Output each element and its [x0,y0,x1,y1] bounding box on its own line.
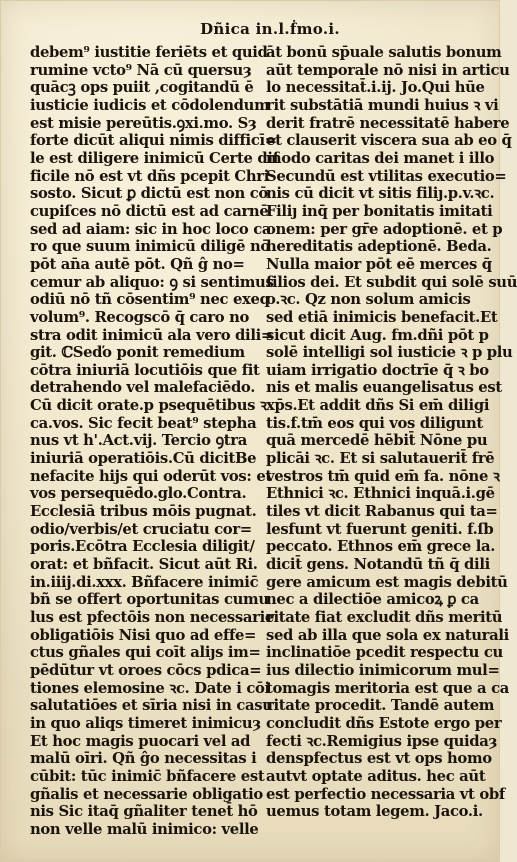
text-line: ctus gñales qui coīt aliȷs im= [30,644,261,662]
text-line: lesfunt vt fuerunt geniti. f.ſb [266,520,494,538]
text-line: onem: per gr̄e adoptionē. et p [266,220,503,238]
text-line: āt bonū sp̄uale salutis bonum [266,44,502,61]
text-line: git. ℂSeďo ponit remedium [30,344,245,362]
text-line: volum⁹. Recogscō q̄ caro no [30,308,250,326]
text-line: non velle malū inimico: velle [30,820,259,838]
text-line: bñ se offert oportunitas cumu [30,591,269,609]
text-line: cōtra iniuriā locutiōis que fit [30,361,260,379]
text-line: lo necessitat̄.i.ij. Jo.Qui hūe [266,79,485,97]
text-line: modo caritas dei manet i illo [266,149,495,167]
text-line: denspfectus est vt ops homo [266,750,492,768]
text-line: iniuriā operatiōis.Cū dicitBe [30,450,257,468]
text-line: sosto. Sicut ꝑ dictū est non cō [30,185,268,203]
text-line: solē intelligi sol iusticie ꝛ p plu [266,344,513,362]
text-line: forte dicūt aliqui nimis difficī= [30,132,277,150]
text-line: odio/verbis/et cruciatu cor= [30,520,252,538]
text-line: xp̄s.Et addit dñs Si em̄ diligi [266,397,490,415]
text-line: fecti ꝛc.Remigius ipse quidaȝ [266,732,498,750]
text-line: nus vt h'.Act.vij. Tercio ꝯtra [30,432,247,450]
text-line: tomagis meritoria est que a ca [266,679,509,697]
text-line: poris.Ecōtra Ecclesia diligit/ [30,538,255,556]
text-line: odiū nō tñ cōsentim⁹ nec exeq [30,291,270,309]
text-line: tiones elemosine ꝛc. Date i cōi [30,679,270,697]
text-line: malū oīri. Qñ ĝo necessitas i [30,750,257,768]
text-line: cemur ab aliquo: ꝯ si sentimus [30,273,274,291]
text-line: peccato. Ethnos em̄ grece la. [266,538,496,556]
text-line: vestros tm̄ quid em̄ fa. nōne ꝛ [266,467,500,485]
text-line: stra odit inimicū ala vero dili= [30,326,273,344]
left-text-column [30,44,279,839]
text-line: Et hoc magis puocari vel ad [30,732,251,750]
text-line: sicut dicit Aug. fm.dñi pōt p [266,326,489,344]
text-line: le est diligere inimicū Certe dif [30,149,279,167]
text-line: nefacite hijs qui oderūt vos: et [30,467,272,485]
text-line: cūbit: tūc inimic̄ bñfacere est [30,767,265,785]
text-line: ritate fiat excludit dñs meritū [266,609,503,626]
text-line: filios dei. Et subdit qui solē suū [266,273,517,291]
text-line: salutatiōes et sīria nisi in casu [30,697,273,715]
text-line: obligatiōis Nisi quo ad effe= [30,626,257,644]
text-line: ro que suum inimicū diligē nō [30,238,270,256]
text-line: tiles vt dicit Rabanus qui ta= [266,503,498,521]
text-line: ius dilectio inimicorum mul= [266,661,500,679]
text-line: Secundū est vtilitas executio= [266,167,507,185]
text-line: in.iiij.di.xxx. Bñfacere inimic̄ [30,573,259,591]
text-line: ritate procedit. Tandē autem [266,697,495,715]
text-line: nec a dilectiōe amicoꝝ ꝑ ca [266,591,479,609]
text-line: rit substātiā mundi huius ꝛ vi [266,96,499,114]
text-line: concludit dñs Estote ergo per [266,714,502,732]
text-line: quācꝫ ops puiit ,cogitandū ē [30,79,254,97]
text-line: ca.vos. Sic fecit beat⁹ stepha [30,414,257,432]
text-line: gñalis et necessarie obligatio [30,785,263,803]
text-line: uiam irrigatio doctrīe q̄ ꝛ bo [266,361,489,379]
text-line: Ecclesiā tribus mōis pugnat. [30,503,257,521]
running-head: Dñica in.l.ḟmo.i. [200,20,340,38]
text-line: orat: et bñfacit. Sicut aūt Ri. [30,556,258,574]
text-line: inclinatiōe pcedit respectu cu [266,644,503,662]
text-line: Nulla maior pōt eē merces q̄ [266,255,492,273]
text-line: est misie pereūtis.ꝯxi.mo. Sȝ [30,114,257,132]
text-line: Ethnici ꝛc. Ethnici inquā.i.gē [266,485,495,503]
text-line: vos persequēdo.glo.Contra. [30,485,247,503]
text-line: rumine vcto⁹ Nā cū quersuȝ [30,61,252,79]
text-line: sed ad aiam: sic in hoc loco ca [30,220,272,238]
text-line: plicāi ꝛc. Et si salutauerit̄ frē [266,450,495,468]
text-line: detrahendo vel malefaciēdo. [30,379,255,397]
text-line: pōt an̄a autē pōt. Qñ ĝ no= [30,255,245,273]
text-line: pēdūtur vt oroes cōcs pdica= [30,661,262,679]
text-line: nis Sic itaq̄ gñaliter tenet̄ hō [30,803,258,821]
text-line: lus est pfectōis non necessarie [30,609,274,626]
text-line: est perfectio necessaria vt obf [266,785,505,803]
text-line: cupiſces nō dictū est ad carnē [30,202,269,220]
text-line: o.ꝛc. Qz non solum amicis [266,291,471,309]
text-line: dicit̄ gens. Notandū tñ q̄ dili [266,556,490,574]
text-line: autvt optate aditus. hec aūt [266,767,486,785]
text-line: derit fratrē necessitatē habere [266,114,510,132]
text-line: tis.f.tm̄ eos qui vos diligunt [266,414,483,432]
text-line: sed etiā inimicis benefacit.Et [266,308,498,326]
text-line: quā mercedē hēbit̄ Nōne pu [266,432,488,450]
text-line: debem⁹ iustitie feriēts et quid [30,44,268,61]
text-line: aūt temporale nō nisi in articu [266,61,510,79]
text-line: sed ab illa que sola ex naturali [266,626,509,644]
text-line: Cū dicit orate.p psequētibus ꝛ [30,397,267,415]
text-line: in quo aliqs timeret inimicuȝ [30,714,261,732]
text-line: hereditatis adeptionē. Beda. [266,238,492,256]
text-line: et clauserit viscera sua ab eo q̄ [266,132,512,150]
text-line: gere amicum est magis debitū [266,573,508,591]
right-text-column [266,44,517,821]
text-line: Filiȷ inq̄ per bonitatis imitati [266,202,493,220]
text-line: nis cū dicit vt sitis filiȷ.p.v.ꝛc. [266,185,495,203]
text-line: uemus totam legem. Jaco.i. [266,803,483,821]
text-line: nis et malis euangelisatus est [266,379,502,397]
text-line: iusticie iudicis et cōdolendum [30,96,270,114]
text-line: ficile nō est vt dñs pcepit Chri [30,167,269,185]
